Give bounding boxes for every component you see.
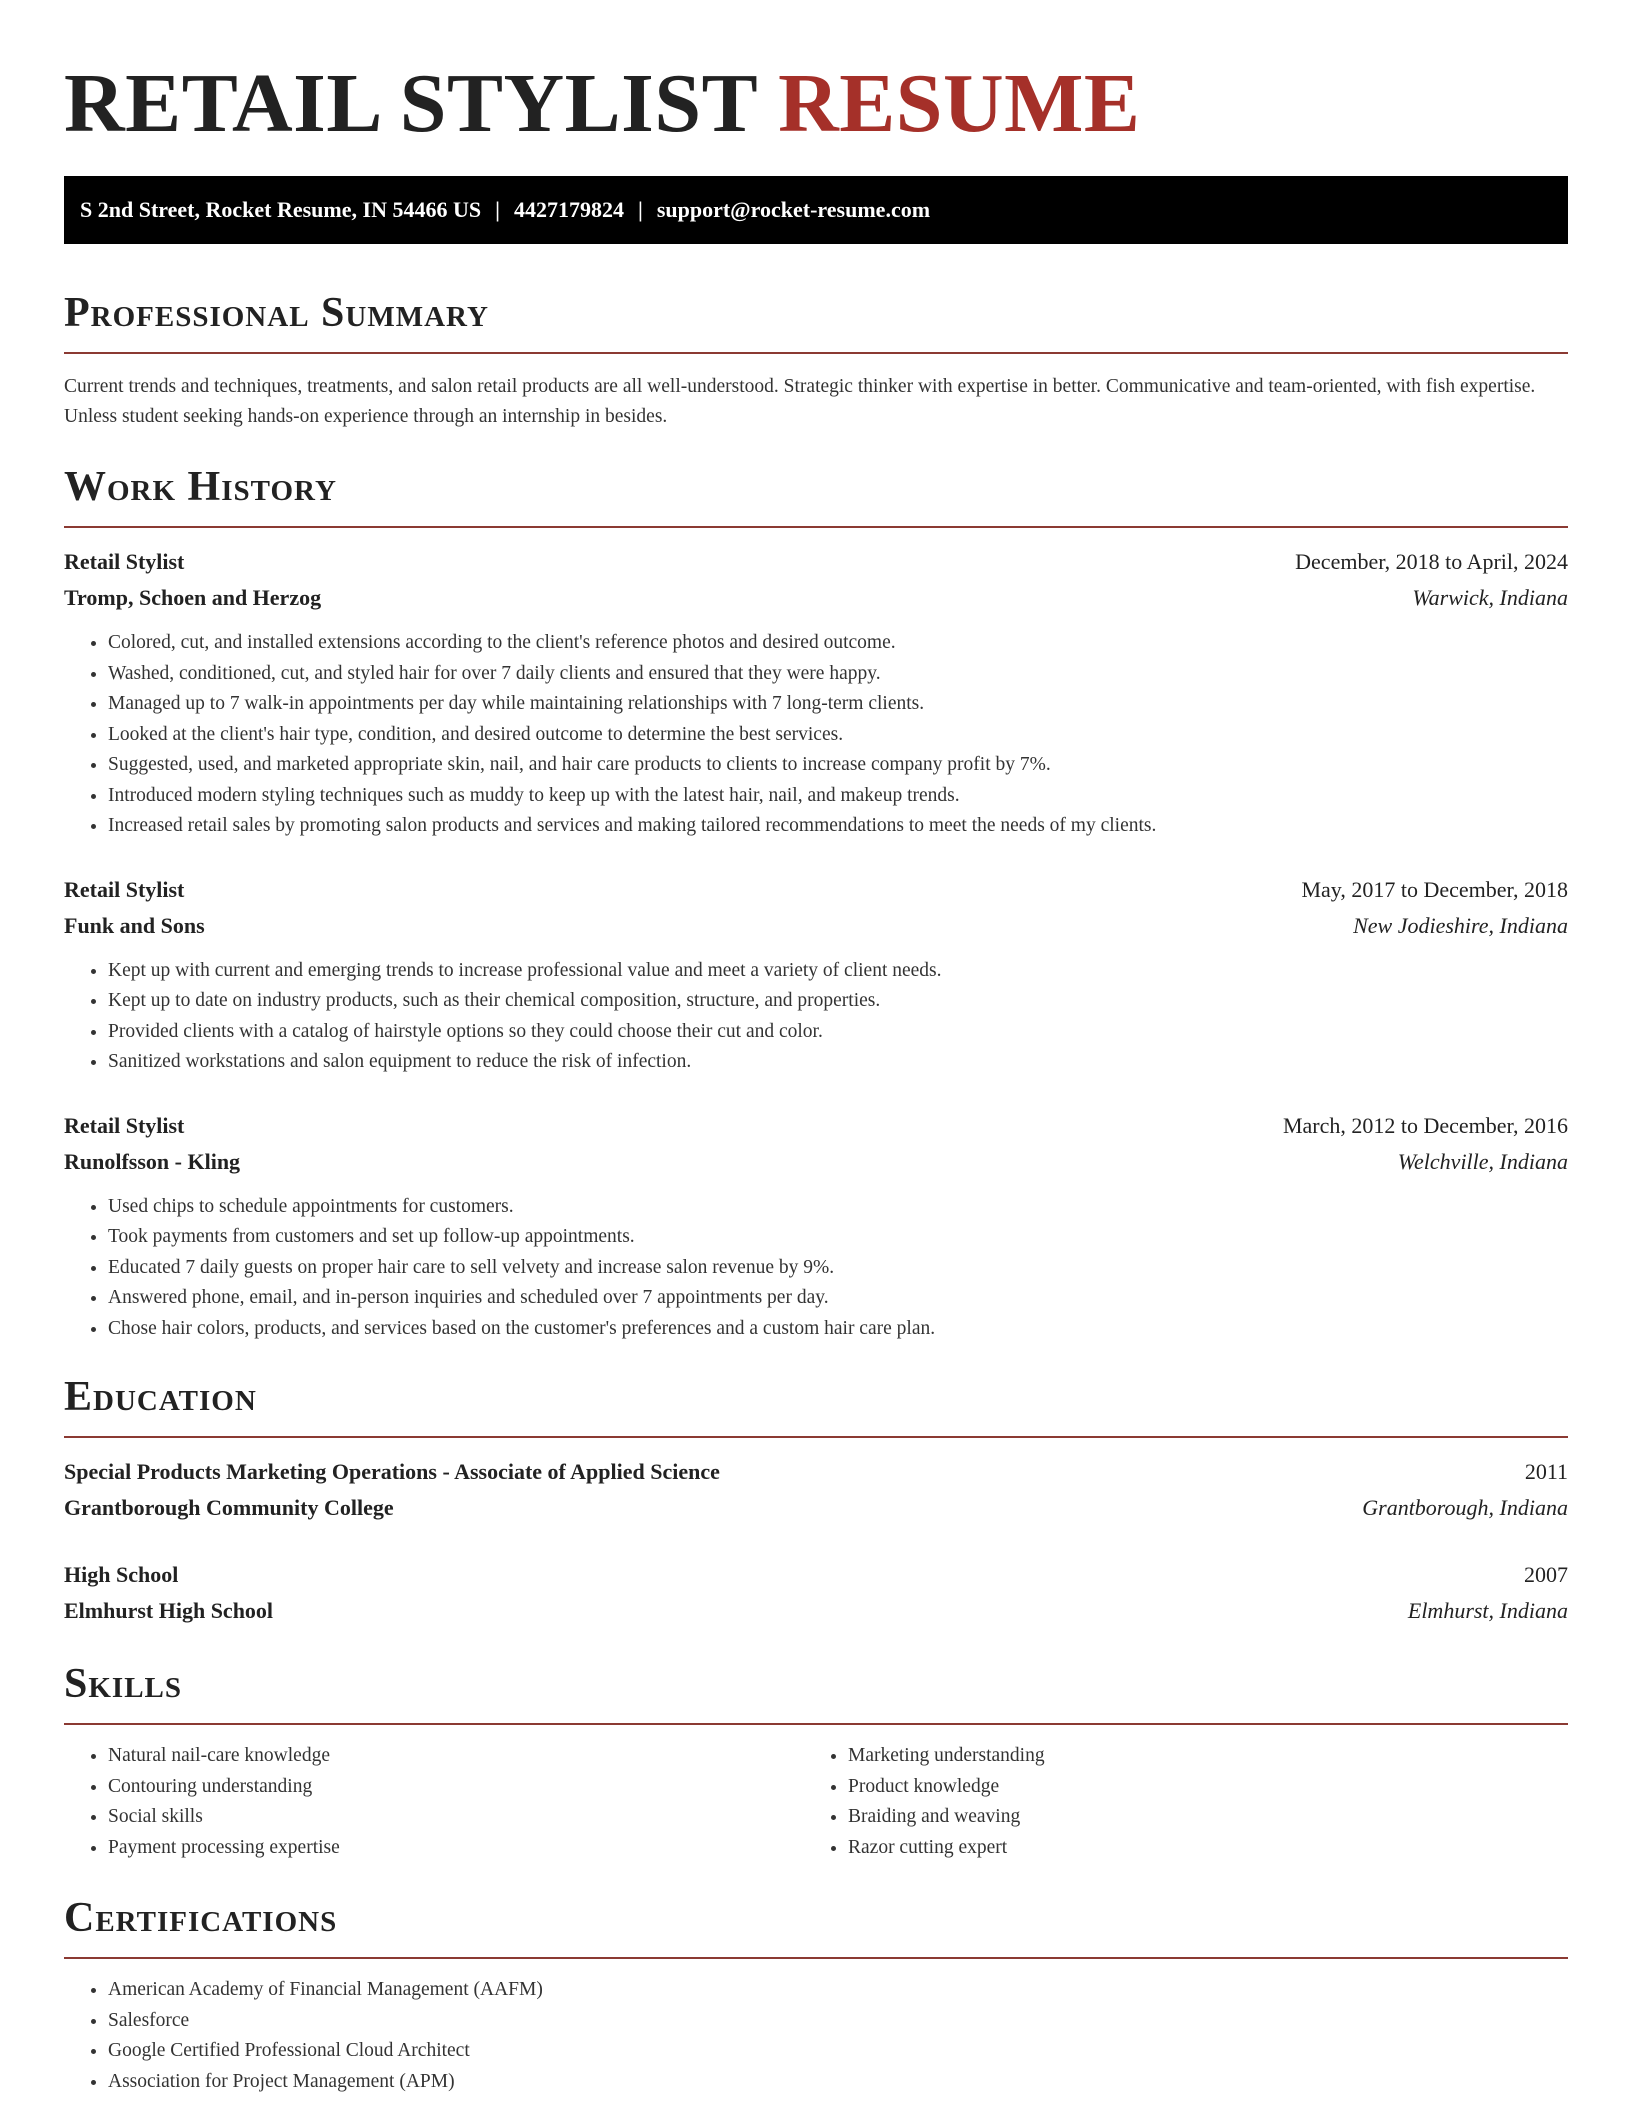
skills-column-left — [64, 1741, 804, 1863]
skill-item: • Braiding and weaving — [848, 1802, 1544, 1833]
skill-item: • Social skills — [108, 1802, 804, 1833]
section-title-certifications: Certifications — [64, 1895, 338, 1941]
contact-separator: | — [637, 197, 643, 222]
education-location: Grantborough, Indiana — [1362, 1495, 1568, 1520]
job-bullets — [64, 956, 1568, 1078]
list-item: • Took payments from customers and set up follow-up appointments. — [108, 1222, 1568, 1253]
skill-item: • Razor cutting expert — [848, 1833, 1544, 1864]
list-item: • Kept up to date on industry products, such as their chemical composition, structure, and properties. — [108, 986, 1568, 1017]
job-title: Retail Stylist — [64, 876, 185, 902]
job-entry — [64, 1108, 1568, 1345]
skills-section — [64, 1659, 1568, 1863]
title-accent: RESUME — [778, 57, 1141, 150]
work-history-section — [64, 462, 1568, 1344]
skill-item: • Natural nail-care knowledge — [108, 1741, 804, 1772]
certification-item: • American Academy of Financial Management (AAFM) — [108, 1975, 1568, 2006]
list-item: • Sanitized workstations and salon equipment to reduce the risk of infection. — [108, 1047, 1568, 1078]
list-item: • Used chips to schedule appointments for customers. — [108, 1192, 1568, 1223]
list-item: • Washed, conditioned, cut, and styled hair for over 7 daily clients and ensured that they were happy. — [108, 659, 1568, 690]
education-degree: High School — [64, 1562, 179, 1587]
section-divider — [64, 1957, 1568, 1959]
education-degree: Special Products Marketing Operations - Associate of Applied Science — [64, 1459, 720, 1484]
list-item: • Provided clients with a catalog of hairstyle options so they could choose their cut and color. — [108, 1017, 1568, 1048]
skill-item: • Product knowledge — [848, 1772, 1544, 1803]
list-item: • Educated 7 daily guests on proper hair care to sell velvety and increase salon revenue by 9%. — [108, 1253, 1568, 1284]
education-year: 2011 — [1524, 1459, 1568, 1484]
education-entry — [64, 1557, 1568, 1629]
list-item: • Kept up with current and emerging trends to increase professional value and meet a variety of client needs. — [108, 956, 1568, 987]
contact-email[interactable]: support@rocket-resume.com — [656, 197, 931, 222]
job-dates: December, 2018 to April, 2024 — [1295, 549, 1568, 574]
education-entry — [64, 1454, 1568, 1526]
job-company: Tromp, Schoen and Herzog — [64, 585, 322, 610]
job-location: New Jodieshire, Indiana — [1353, 912, 1568, 938]
contact-phone[interactable]: 4427179824 — [513, 197, 624, 222]
skill-item: • Payment processing expertise — [108, 1833, 804, 1864]
skill-item: • Marketing understanding — [848, 1741, 1544, 1772]
job-location: Warwick, Indiana — [1412, 585, 1568, 610]
contact-separator: | — [495, 197, 500, 222]
job-bullets — [64, 1192, 1568, 1345]
section-divider — [64, 526, 1568, 528]
certifications-section — [64, 1893, 1568, 2097]
list-item: • Colored, cut, and installed extensions according to the client's reference photos and desired outcome. — [108, 628, 1568, 659]
resume-title — [64, 56, 1568, 152]
section-title-skills: Skills — [64, 1661, 183, 1707]
certification-item: • Salesforce — [108, 2006, 1568, 2037]
contact-address: S 2nd Street, Rocket Resume, IN 54466 US — [80, 197, 482, 222]
list-item: • Introduced modern styling techniques such as muddy to keep up with the latest hair, nail, and makeup trends. — [108, 781, 1568, 812]
section-divider — [64, 1436, 1568, 1438]
job-bullets — [64, 628, 1568, 842]
skills-column-right — [804, 1741, 1544, 1863]
job-entry — [64, 872, 1568, 1078]
section-title-education: Education — [64, 1374, 257, 1420]
summary-section — [64, 288, 1568, 432]
list-item: • Answered phone, email, and in-person inquiries and scheduled over 7 appointments per day. — [108, 1283, 1568, 1314]
education-school: Elmhurst High School — [64, 1598, 274, 1623]
section-title-work-history: Work History — [64, 464, 337, 510]
job-location: Welchville, Indiana — [1397, 1148, 1568, 1174]
job-title: Retail Stylist — [64, 1112, 185, 1138]
certification-item: • Association for Project Management (APM) — [108, 2067, 1568, 2098]
job-company: Runolfsson - Kling — [64, 1148, 241, 1174]
job-title: Retail Stylist — [64, 549, 185, 574]
contact-bar — [64, 176, 1568, 244]
section-title-summary: Professional Summary — [64, 290, 489, 336]
certifications-list — [64, 1975, 1568, 2097]
job-company: Funk and Sons — [64, 912, 205, 938]
education-year: 2007 — [1524, 1562, 1568, 1587]
job-entry — [64, 544, 1568, 842]
education-section — [64, 1372, 1568, 1629]
certification-item: • Google Certified Professional Cloud Architect — [108, 2036, 1568, 2067]
list-item: • Suggested, used, and marketed appropriate skin, nail, and hair care products to clients to increase company profit by 7%. — [108, 750, 1568, 781]
title-main: RETAIL STYLIST — [64, 57, 757, 150]
list-item: • Managed up to 7 walk-in appointments per day while maintaining relationships with 7 long-term clients. — [108, 689, 1568, 720]
list-item: • Looked at the client's hair type, condition, and desired outcome to determine the best services. — [108, 720, 1568, 751]
section-divider — [64, 1723, 1568, 1725]
job-dates: March, 2012 to December, 2016 — [1282, 1112, 1568, 1138]
skill-item: • Contouring understanding — [108, 1772, 804, 1803]
list-item: • Chose hair colors, products, and services based on the customer's preferences and a custom hair care plan. — [108, 1314, 1568, 1345]
education-location: Elmhurst, Indiana — [1407, 1598, 1568, 1623]
list-item: • Increased retail sales by promoting salon products and services and making tailored recommendations to meet the needs of my clients. — [108, 811, 1568, 842]
job-dates: May, 2017 to December, 2018 — [1301, 876, 1568, 902]
skills-grid — [64, 1741, 1568, 1863]
education-school: Grantborough Community College — [64, 1495, 394, 1520]
resume-page — [64, 0, 1568, 2097]
summary-text: Current trends and techniques, treatments, and salon retail products are all well-understood. Strategic thinker with expertise in better. Communicative and team-oriented, with fish expertise. Unless student seeking hands-on experience through an internship in besides. — [64, 376, 1536, 427]
section-divider — [64, 352, 1568, 354]
